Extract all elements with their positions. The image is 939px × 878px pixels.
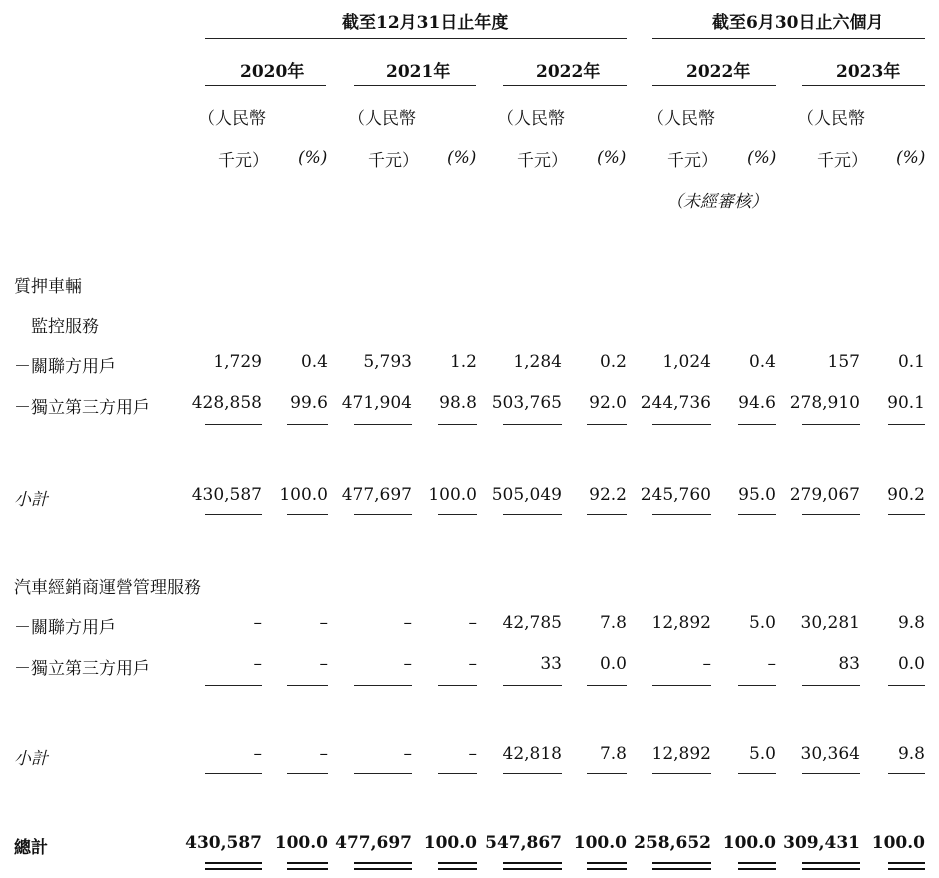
table-cell: 33 [540,654,562,674]
table-cell: 477,697 [335,833,412,853]
cell-rule [652,773,711,774]
cell-rule [802,685,860,686]
cell-rule [438,868,477,870]
cell-rule [205,862,262,864]
table-cell: – [403,654,412,674]
unit-label-2022-interim-b: 千元） [667,151,718,171]
cell-rule [503,773,562,774]
table-cell: 100.0 [722,833,776,853]
table-cell: 428,858 [191,393,262,413]
table-cell: 0.4 [748,352,776,372]
cell-rule [652,514,711,515]
cell-rule [738,514,776,515]
table-cell: 9.8 [897,744,925,764]
table-cell: – [253,654,262,674]
cell-rule [738,868,776,870]
year-rule-2022-interim [652,85,776,86]
cell-rule [287,868,328,870]
cell-rule [503,424,562,425]
table-cell: 100.0 [573,833,627,853]
percent-label-2022-annual: (%) [597,148,627,168]
table-cell: – [468,613,477,633]
table-cell: 100.0 [274,833,328,853]
cell-rule [802,773,860,774]
group-title-year-end: 截至12月31日止年度 [342,13,509,33]
table-cell: – [468,654,477,674]
table-cell: – [403,744,412,764]
year-rule-2023 [802,85,925,86]
table-cell: 92.0 [589,393,627,413]
table-cell: 95.0 [738,485,776,505]
table-cell: 100.0 [428,485,477,505]
cell-rule [888,862,925,864]
table-cell: 157 [827,352,860,372]
unit-label-2022-annual-b: 千元） [517,151,568,171]
table-cell: 471,904 [341,393,412,413]
cell-rule [587,868,627,870]
table-cell: 90.2 [887,485,925,505]
cell-rule [354,685,412,686]
cell-rule [287,685,328,686]
cell-rule [287,514,328,515]
table-cell: 90.1 [887,393,925,413]
table-cell: – [253,744,262,764]
unit-label-2022-interim: （人民幣 [647,109,715,129]
table-cell: – [468,744,477,764]
group-rule-six-months [652,38,925,39]
table-cell: 12,892 [651,744,711,764]
unit-label-2020-b: 千元） [218,151,269,171]
cell-rule [354,773,412,774]
cell-rule [438,773,477,774]
cell-rule [354,424,412,425]
row-label: －獨立第三方用戶 [14,659,150,679]
percent-label-2020: (%) [298,148,328,168]
cell-rule [652,862,711,864]
year-rule-2020 [205,85,326,86]
table-cell: 83 [838,654,860,674]
cell-rule [738,685,776,686]
table-cell: 0.4 [300,352,328,372]
cell-rule [652,424,711,425]
table-cell: 42,785 [502,613,562,633]
table-cell: 5.0 [748,613,776,633]
unit-label-2020: （人民幣 [198,109,266,129]
section1-title-line2: 監控服務 [31,317,99,337]
year-rule-2021 [354,85,476,86]
percent-label-2023: (%) [896,148,926,168]
cell-rule [438,862,477,864]
table-cell: 278,910 [789,393,860,413]
cell-rule [587,424,627,425]
cell-rule [503,685,562,686]
cell-rule [354,862,412,864]
table-cell: 100.0 [871,833,925,853]
table-cell: 5,793 [363,352,412,372]
section2-title: 汽車經銷商運營管理服務 [14,578,201,598]
table-cell: 30,364 [800,744,860,764]
table-cell: 244,736 [640,393,711,413]
table-cell: 503,765 [491,393,562,413]
table-cell: 245,760 [640,485,711,505]
cell-rule [888,424,925,425]
table-cell: 100.0 [423,833,477,853]
table-cell: – [319,613,328,633]
cell-rule [438,685,477,686]
table-cell: 5.0 [748,744,776,764]
cell-rule [354,514,412,515]
year-2023: 2023年 [836,62,901,82]
section1-title: 質押車輛 [14,277,82,297]
table-cell: 1.2 [449,352,477,372]
cell-rule [587,862,627,864]
table-cell: 1,729 [213,352,262,372]
cell-rule [802,868,860,870]
cell-rule [738,424,776,425]
table-cell: 7.8 [599,744,627,764]
table-cell: 42,818 [502,744,562,764]
cell-rule [503,862,562,864]
table-cell: 92.2 [589,485,627,505]
cell-rule [354,868,412,870]
table-cell: – [319,744,328,764]
row-label: －獨立第三方用戶 [14,398,150,418]
table-cell: 30,281 [800,613,860,633]
year-rule-2022-annual [503,85,627,86]
cell-rule [287,773,328,774]
cell-rule [652,685,711,686]
table-cell: 547,867 [485,833,562,853]
percent-label-2021: (%) [447,148,477,168]
unit-label-2021-b: 千元） [368,151,419,171]
year-2022-annual: 2022年 [536,62,601,82]
table-cell: 99.6 [290,393,328,413]
table-cell: 430,587 [191,485,262,505]
subtotal-label: 小計 [14,749,48,769]
table-cell: 477,697 [341,485,412,505]
cell-rule [587,514,627,515]
table-cell: 1,024 [662,352,711,372]
cell-rule [587,773,627,774]
year-2022-interim: 2022年 [686,62,751,82]
group-title-six-months: 截至6月30日止六個月 [712,13,884,33]
table-cell: 7.8 [599,613,627,633]
cell-rule [205,424,262,425]
table-cell: 505,049 [491,485,562,505]
cell-rule [205,868,262,870]
cell-rule [503,514,562,515]
unit-label-2022-annual: （人民幣 [497,109,565,129]
table-cell: 258,652 [634,833,711,853]
table-cell: 1,284 [513,352,562,372]
group-rule-year-end [205,38,627,39]
cell-rule [205,514,262,515]
cell-rule [205,773,262,774]
cell-rule [587,685,627,686]
table-cell: 279,067 [789,485,860,505]
table-cell: 0.2 [599,352,627,372]
unit-label-2021: （人民幣 [348,109,416,129]
table-cell: – [702,654,711,674]
cell-rule [652,868,711,870]
cell-rule [738,773,776,774]
table-cell: 309,431 [783,833,860,853]
table-cell: 100.0 [279,485,328,505]
table-cell: – [319,654,328,674]
cell-rule [438,514,477,515]
total-label: 總計 [14,838,48,858]
cell-rule [205,685,262,686]
cell-rule [888,685,925,686]
subtotal-label: 小計 [14,490,48,510]
cell-rule [503,868,562,870]
table-cell: – [253,613,262,633]
table-cell: 430,587 [185,833,262,853]
cell-rule [738,862,776,864]
cell-rule [888,773,925,774]
cell-rule [438,424,477,425]
unit-label-2023: （人民幣 [797,109,865,129]
table-cell: 94.6 [738,393,776,413]
cell-rule [802,862,860,864]
table-cell: 12,892 [651,613,711,633]
cell-rule [888,868,925,870]
cell-rule [888,514,925,515]
table-cell: 9.8 [897,613,925,633]
table-cell: 0.0 [897,654,925,674]
cell-rule [802,514,860,515]
row-label: －關聯方用戶 [14,357,116,377]
unit-label-2023-b: 千元） [817,151,868,171]
table-cell: – [403,613,412,633]
cell-rule [802,424,860,425]
percent-label-2022-interim: (%) [747,148,777,168]
table-cell: – [767,654,776,674]
row-label: －關聯方用戶 [14,618,116,638]
year-2021: 2021年 [386,62,451,82]
table-cell: 0.1 [897,352,925,372]
unaudited-note: （未經審核） [666,192,768,212]
year-2020: 2020年 [240,62,305,82]
cell-rule [287,424,328,425]
table-cell: 0.0 [599,654,627,674]
cell-rule [287,862,328,864]
table-cell: 98.8 [439,393,477,413]
